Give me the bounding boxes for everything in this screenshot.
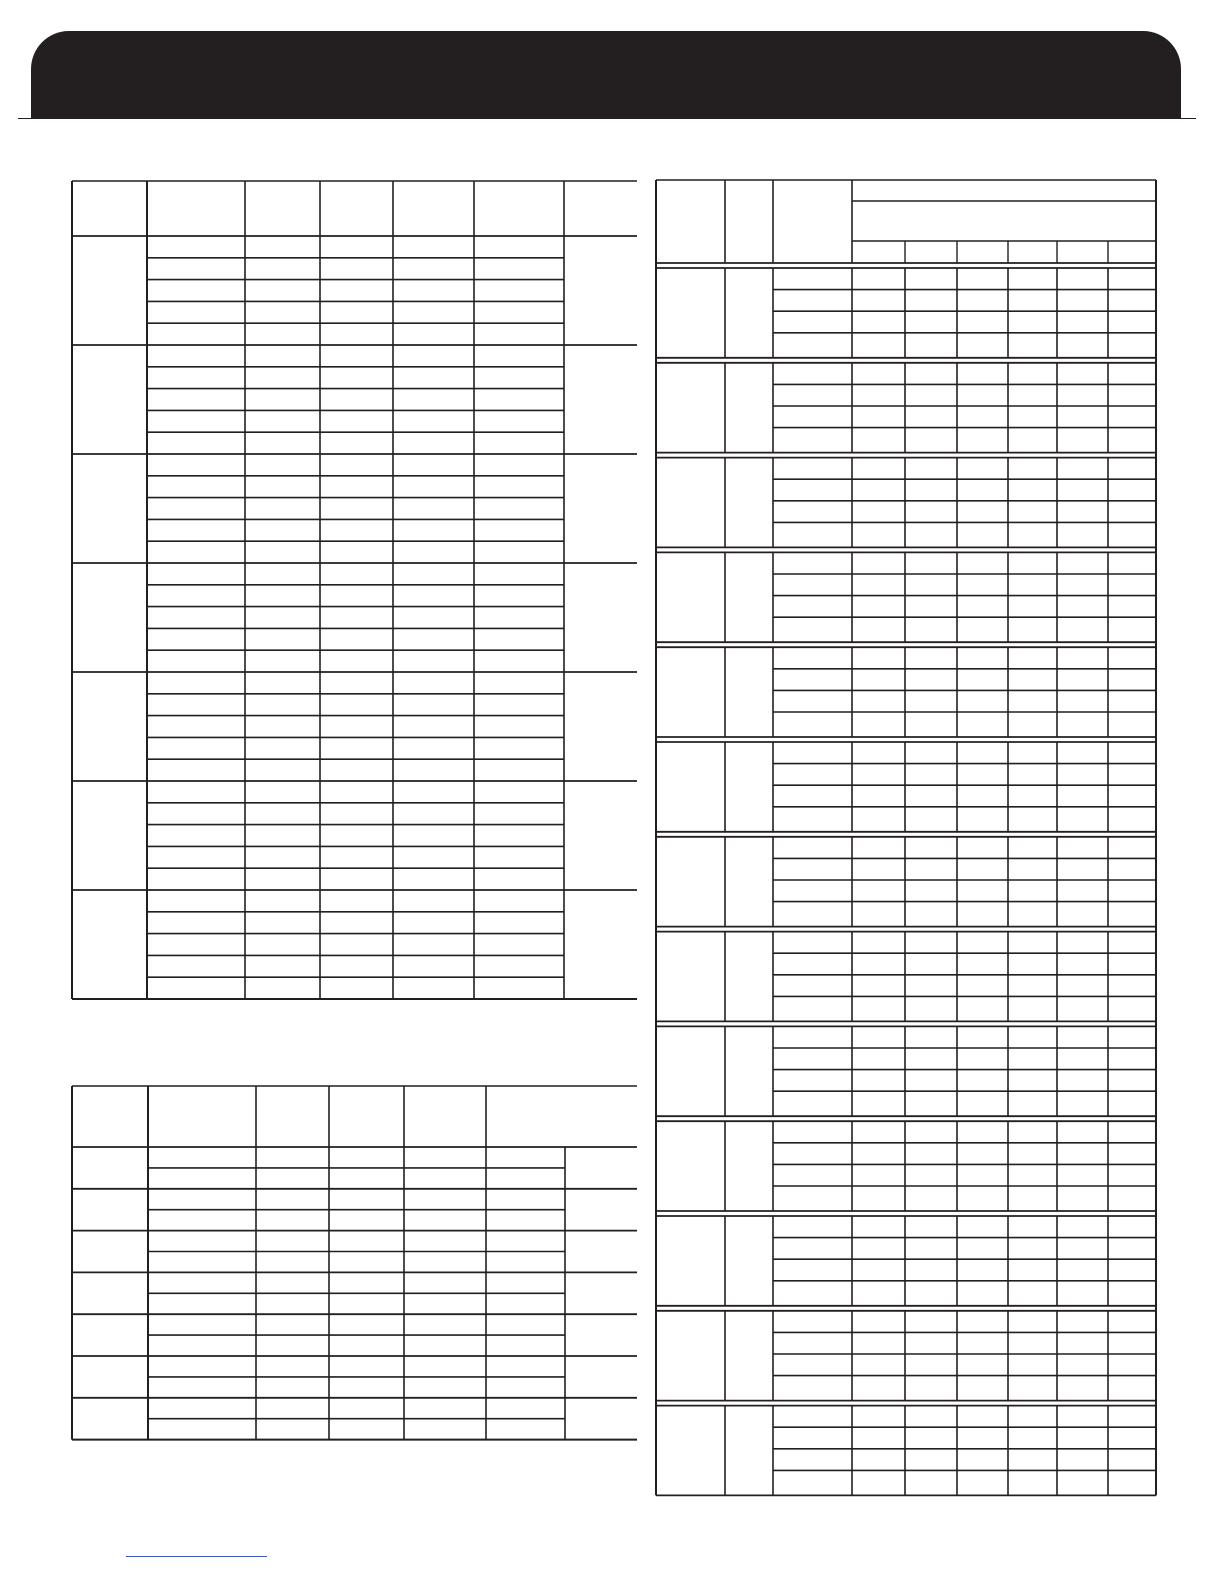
footer-link[interactable]	[126, 1556, 267, 1557]
